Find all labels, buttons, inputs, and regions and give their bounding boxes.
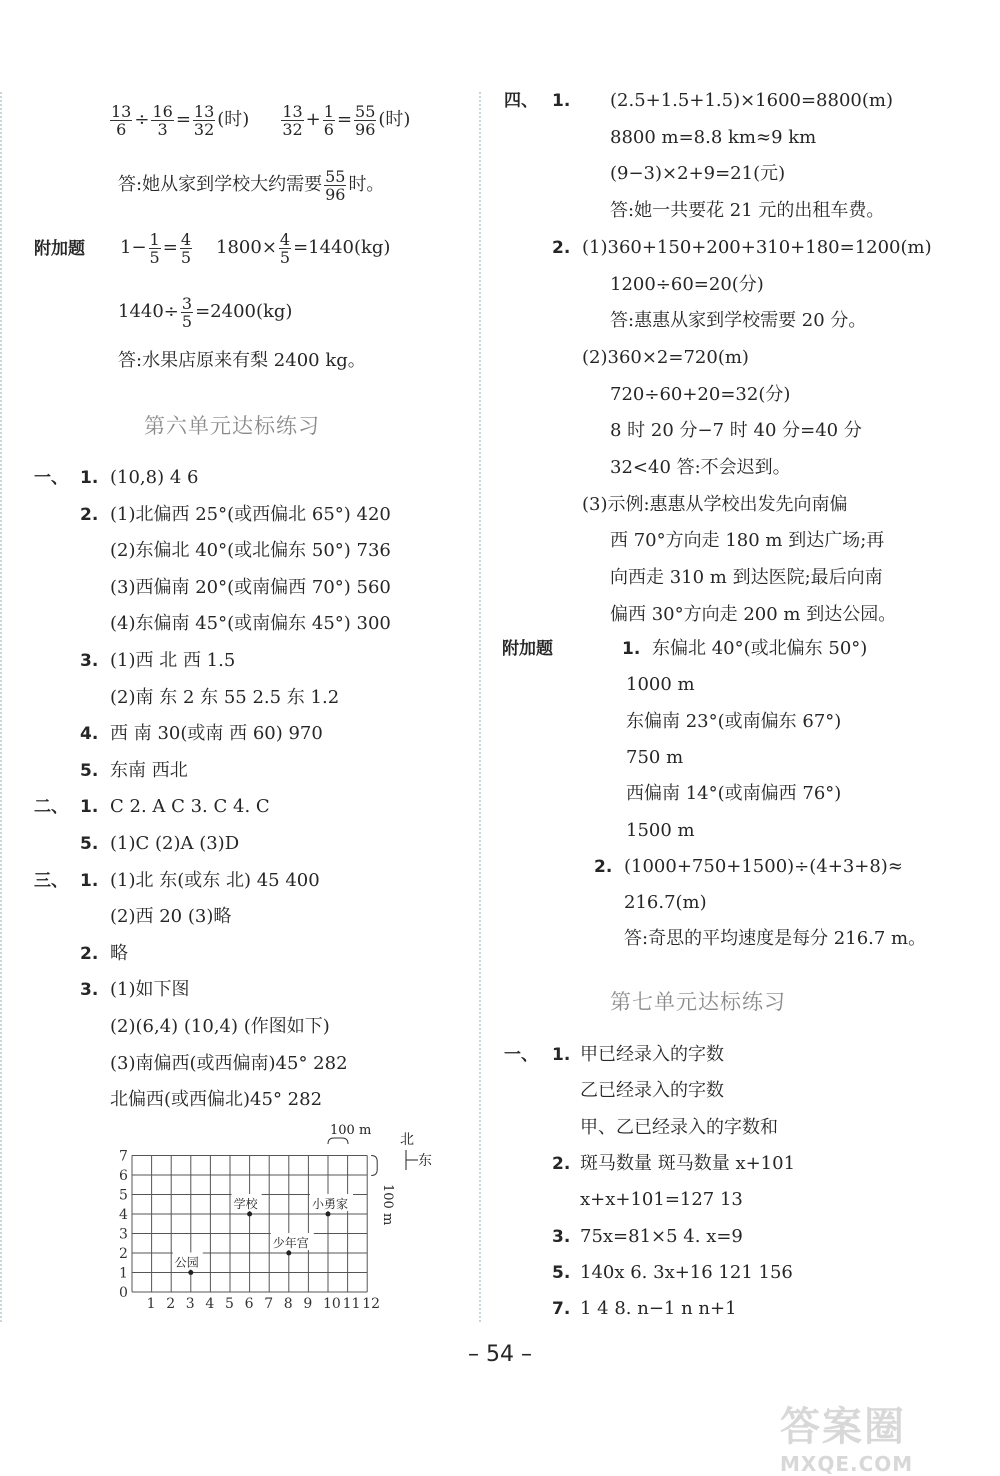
section-7-title: 第七单元达标练习	[610, 990, 786, 1014]
scale-horizontal-brace	[328, 1138, 348, 1144]
answer-text: (2)南 东 2 东 55 2.5 东 1.2	[110, 686, 340, 708]
watermark-url: MXQE.COM	[780, 1452, 914, 1476]
answer-text: 甲已经录入的字数	[580, 1044, 724, 1065]
y-tick-label: 3	[119, 1226, 128, 1243]
answer-text: 216.7(m)	[624, 892, 707, 914]
item-number: 1.	[80, 468, 99, 488]
fraction: $\frac{55}{96}$	[355, 101, 376, 139]
y-tick-label: 4	[119, 1207, 128, 1223]
item-number: 3.	[552, 1226, 571, 1247]
item-number: 5.	[552, 1262, 571, 1283]
answer-text: (1)北 东(或东 北) 45 400	[110, 869, 320, 891]
watermark-text: 答案圈	[780, 1404, 906, 1450]
fujia-equation-1: 1− $\frac{1}{5}$ = $\frac{4}{5}$ 1800× $\frac{4}{5}$ =1440(kg)	[120, 229, 391, 267]
fraction: $\frac{4}{5}$	[279, 229, 291, 267]
fraction: $\frac{55}{96}$	[325, 166, 346, 204]
item-number: 5.	[80, 834, 99, 854]
y-tick-label: 6	[119, 1168, 128, 1184]
answer-text: (1)如下图	[110, 979, 190, 1001]
place-dot	[188, 1270, 193, 1275]
scale-vertical-brace	[371, 1156, 377, 1176]
fujia-answer: 答:水果店原来有梨 2400 kg。	[118, 350, 366, 371]
answer-text: 东偏南 23°(或南偏东 67°)	[626, 710, 842, 732]
answer-text: 斑马数量 斑马数量 x+101	[580, 1152, 796, 1174]
fraction: $\frac{13}{6}$	[111, 101, 132, 139]
place-dot	[286, 1251, 291, 1256]
column-divider	[479, 92, 481, 1322]
x-tick-label: 4	[205, 1296, 215, 1312]
x-tick-label: 6	[244, 1296, 254, 1312]
left-edge-dotted-rule	[0, 92, 2, 1322]
item-number: 2.	[80, 504, 99, 525]
answer-text: (3)西偏南 20°(或南偏西 70°) 560	[110, 576, 391, 598]
answer-text: 1500 m	[626, 819, 695, 841]
answer-text: 向西走 310 m 到达医院;最后向南	[610, 567, 883, 589]
answer-text: 75x=81×5 4. x=9	[580, 1225, 743, 1247]
place-dot	[326, 1212, 331, 1217]
section-heading: 三、	[34, 870, 68, 891]
section-heading: 四、	[504, 91, 538, 111]
answer-text: 8800 m=8.8 km≈9 km	[610, 126, 817, 148]
answer-text: 答:奇思的平均速度是每分 216.7 m。	[624, 928, 927, 950]
item-number: 4.	[80, 724, 99, 745]
answer-text: 750 m	[626, 746, 684, 768]
x-tick-label: 5	[225, 1296, 234, 1312]
place-label: 公园	[174, 1255, 199, 1270]
answer-text: (9−3)×2+9=21(元)	[610, 163, 786, 185]
answer-line: 答:她从家到学校大约需要 $\frac{55}{96}$ 时。	[118, 166, 385, 204]
answer-text: 140x 6. 3x+16 121 156	[580, 1261, 793, 1283]
fraction: $\frac{3}{5}$	[181, 293, 193, 331]
answer-text: (2)(6,4) (10,4) (作图如下)	[110, 1016, 330, 1037]
place-dot	[247, 1212, 252, 1217]
section-heading: 二、	[34, 797, 68, 818]
y-tick-label: 5	[119, 1187, 128, 1204]
answer-text: 北偏西(或西偏北)45° 282	[110, 1089, 323, 1111]
coordinate-grid-figure	[112, 1122, 452, 1327]
east-label: 东	[418, 1153, 432, 1169]
item-number: 5.	[80, 760, 99, 781]
answer-text: 乙已经录入的字数	[580, 1080, 724, 1102]
x-tick-label: 2	[166, 1296, 176, 1312]
answer-text: 西偏南 14°(或南偏西 76°)	[626, 783, 842, 805]
item-number: 1.	[622, 639, 641, 659]
answer-text: 东偏北 40°(或北偏东 50°)	[652, 638, 868, 659]
answer-text: 西 南 30(或南 西 60) 970	[110, 723, 323, 745]
answer-text: (1)北偏西 25°(或西偏北 65°) 420	[110, 503, 391, 525]
item-number: 1.	[552, 91, 571, 111]
fraction: $\frac{1}{5}$	[149, 229, 160, 267]
answer-text: (10,8) 4 6	[110, 467, 199, 488]
item-number: 1.	[80, 870, 99, 891]
fraction: $\frac{13}{32}$	[282, 101, 303, 139]
fraction: $\frac{1}{6}$	[323, 101, 334, 139]
fraction-equation-line: $\frac{13}{6}$ ÷ $\frac{16}{3}$ = $\frac{13}{32}$ (时) $\frac{13}{32}$ + $\frac{1}{6}$ = $\frac{55}{96}$ (时)	[111, 101, 411, 139]
answer-text: 720÷60+20=32(分)	[610, 383, 791, 405]
scale-horizontal-label: 100 m	[330, 1123, 372, 1138]
answer-text: 偏西 30°方向走 200 m 到达公园。	[610, 603, 897, 625]
north-label: 北	[400, 1132, 414, 1148]
section-heading: 一、	[34, 468, 68, 488]
fraction: $\frac{4}{5}$	[180, 229, 192, 267]
item-number: 3.	[80, 980, 99, 1001]
y-tick-label: 0	[119, 1285, 128, 1301]
answer-text: 西 70°方向走 180 m 到达广场;再	[610, 530, 885, 552]
section-heading: 一、	[504, 1045, 538, 1065]
x-tick-label: 11	[342, 1296, 361, 1312]
item-number: 2.	[552, 1153, 571, 1174]
y-tick-label: 2	[119, 1246, 128, 1262]
fraction: $\frac{16}{3}$	[152, 101, 173, 139]
x-tick-label: 9	[303, 1296, 313, 1312]
item-number: 1.	[80, 797, 99, 818]
answer-text: 1 4 8. n−1 n n+1	[580, 1298, 737, 1320]
item-number: 1.	[552, 1045, 571, 1065]
answer-text: x+x+101=127 13	[580, 1189, 743, 1211]
x-tick-label: 12	[362, 1296, 381, 1312]
fujia-equation-2: 1440÷ $\frac{3}{5}$ =2400(kg)	[118, 293, 293, 331]
item-number: 3.	[80, 651, 99, 671]
answer-text: (1)C (2)A (3)D	[110, 833, 240, 854]
fujia-label: 附加题	[34, 239, 85, 259]
y-tick-label: 1	[119, 1265, 128, 1282]
answer-text: 8 时 20 分−7 时 40 分=40 分	[610, 420, 862, 442]
answer-text: (4)东偏南 45°(或南偏东 45°) 300	[110, 613, 391, 635]
x-tick-label: 1	[146, 1296, 156, 1312]
answer-text: 略	[110, 942, 128, 964]
grid-svg	[112, 1122, 452, 1322]
answer-text: 32<40 答:不会迟到。	[610, 457, 791, 478]
item-number: 2.	[552, 237, 571, 258]
answer-text: (1)西 北 西 1.5	[110, 650, 236, 671]
watermark-logo	[780, 1395, 913, 1476]
place-label: 小勇家	[312, 1197, 349, 1211]
fraction: $\frac{13}{32}$	[193, 101, 215, 139]
answer-text: 答:她一共要花 21 元的出租车费。	[610, 200, 885, 222]
item-number: 7.	[552, 1299, 571, 1320]
answer-text: (2)360×2=720(m)	[582, 346, 749, 368]
answer-text: (3)南偏西(或西偏南)45° 282	[110, 1052, 348, 1074]
x-tick-label: 10	[323, 1296, 341, 1312]
item-number: 2.	[80, 943, 99, 964]
answer-text: (2)东偏北 40°(或北偏东 50°) 736	[110, 540, 391, 562]
scale-vertical-label: 100 m	[380, 1184, 395, 1226]
answer-text: C 2. A C 3. C 4. C	[110, 796, 270, 818]
answer-text: (1000+750+1500)÷(4+3+8)≈	[624, 855, 903, 877]
answer-text: (2)西 20 (3)略	[110, 906, 232, 928]
answer-text: 1000 m	[626, 674, 695, 696]
x-tick-label: 8	[283, 1296, 293, 1312]
page-number: – 54 –	[468, 1342, 532, 1367]
answer-text: (1)360+150+200+310+180=1200(m)	[582, 236, 932, 258]
answer-text: 答:惠惠从家到学校需要 20 分。	[610, 310, 867, 332]
answer-text: 甲、乙已经录入的字数和	[580, 1116, 778, 1138]
answer-text: 1200÷60=20(分)	[610, 273, 764, 295]
place-label: 少年宫	[272, 1236, 309, 1250]
item-number: 2.	[594, 856, 613, 877]
x-tick-label: 7	[264, 1296, 274, 1312]
place-label: 学校	[233, 1197, 258, 1211]
fujia-label-right: 附加题	[502, 639, 553, 659]
answer-text: (3)示例:惠惠从学校出发先向南偏	[582, 493, 848, 515]
y-tick-label: 7	[119, 1148, 128, 1165]
answer-text: (2.5+1.5+1.5)×1600=8800(m)	[610, 90, 893, 111]
section-6-title: 第六单元达标练习	[144, 414, 320, 438]
answer-text: 东南 西北	[110, 759, 188, 781]
x-tick-label: 3	[185, 1296, 195, 1312]
